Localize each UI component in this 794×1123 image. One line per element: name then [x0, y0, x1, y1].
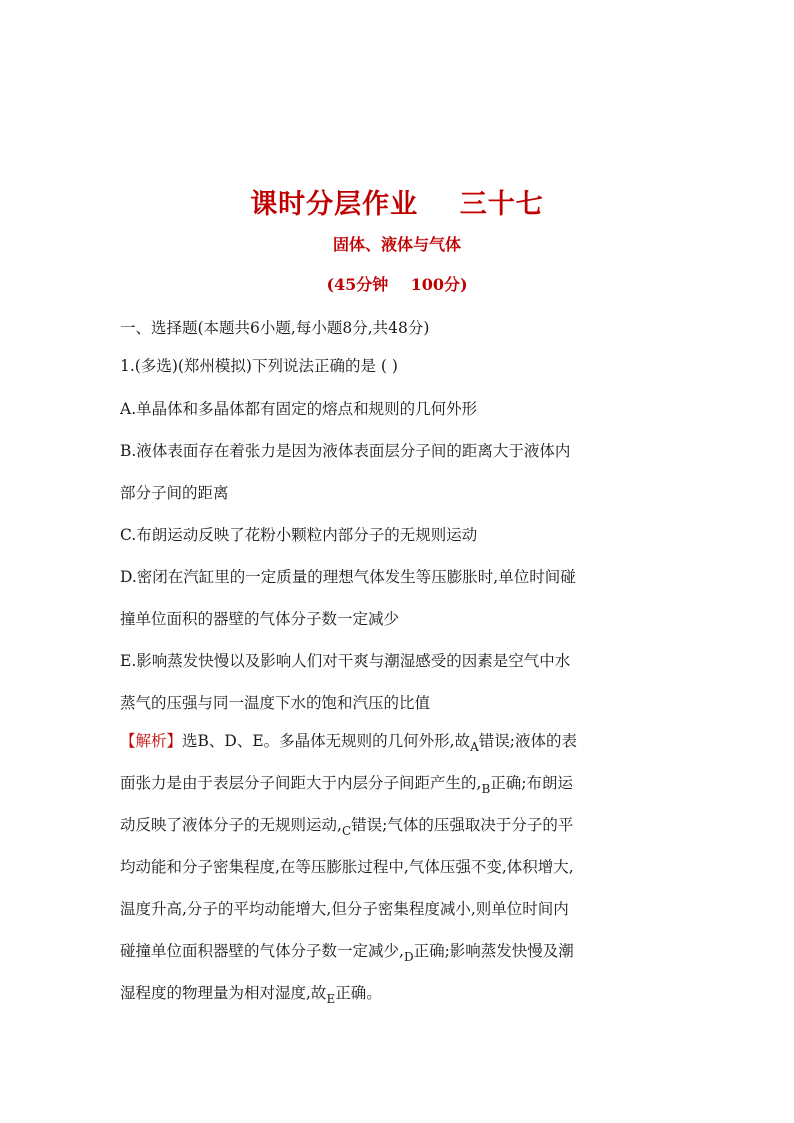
analysis-text: 正确;影响蒸发快慢及潮 [413, 942, 574, 960]
analysis-line-1 [120, 731, 577, 752]
answer-ref-b: B [481, 782, 491, 796]
page-title: 课时分层作业 三十七 [250, 189, 544, 220]
answer-ref-a: A [470, 740, 479, 754]
option-d-line-1: D.密闭在汽缸里的一定质量的理想气体发生等压膨胀时,单位时间碰 [120, 568, 576, 586]
option-c: C.布朗运动反映了花粉小颗粒内部分子的无规则运动 [120, 526, 478, 544]
analysis-text: 动反映了液体分子的无规则运动, [120, 816, 342, 834]
analysis-line-6 [120, 941, 574, 962]
option-b-line-2: 部分子间的距离 [120, 484, 229, 502]
question-stem: 1.(多选)(郑州模拟)下列说法正确的是 ( ) [120, 357, 398, 375]
option-a: A.单晶体和多晶体都有固定的熔点和规则的几何外形 [120, 400, 478, 418]
analysis-label: 【解析】 [120, 732, 183, 750]
option-b-line-1: B.液体表面存在着张力是因为液体表面层分子间的距离大于液体内 [120, 442, 571, 460]
analysis-intro: 选B、D、E。多晶体无规则的几何外形,故 [182, 732, 471, 750]
answer-ref-c: C [341, 824, 352, 838]
page-subtitle: 固体、液体与气体 [332, 235, 461, 254]
analysis-text: 正确。 [335, 984, 382, 1002]
section-heading: 一、选择题(本题共6小题,每小题8分,共48分) [120, 319, 430, 337]
time-score-info: (45分钟 100分) [326, 275, 468, 294]
analysis-text: 碰撞单位面积器壁的气体分子数一定减少, [120, 942, 404, 960]
analysis-text: 面张力是由于表层分子间距大于内层分子间距产生的, [120, 774, 482, 792]
analysis-text: 错误;气体的压强取决于分子的平 [351, 816, 574, 834]
option-e-line-2: 蒸气的压强与同一温度下水的饱和汽压的比值 [120, 694, 431, 712]
analysis-line-5: 温度升高,分子的平均动能增大,但分子密集程度减小,则单位时间内 [120, 900, 569, 918]
option-e-line-1: E.影响蒸发快慢以及影响人们对干爽与潮湿感受的因素是空气中水 [120, 652, 571, 670]
analysis-text: 湿程度的物理量为相对湿度,故 [120, 984, 327, 1002]
analysis-text: 正确;布朗运 [490, 774, 573, 792]
analysis-line-3 [120, 815, 573, 836]
analysis-line-7 [120, 983, 382, 1004]
option-d-line-2: 撞单位面积的器壁的气体分子数一定减少 [120, 610, 400, 628]
answer-ref-e: E [326, 992, 336, 1006]
analysis-line-4: 均动能和分子密集程度,在等压膨胀过程中,气体压强不变,体积增大, [120, 858, 574, 876]
analysis-line-2 [120, 773, 573, 794]
analysis-text: 错误;液体的表 [478, 732, 577, 750]
answer-ref-d: D [403, 950, 414, 964]
